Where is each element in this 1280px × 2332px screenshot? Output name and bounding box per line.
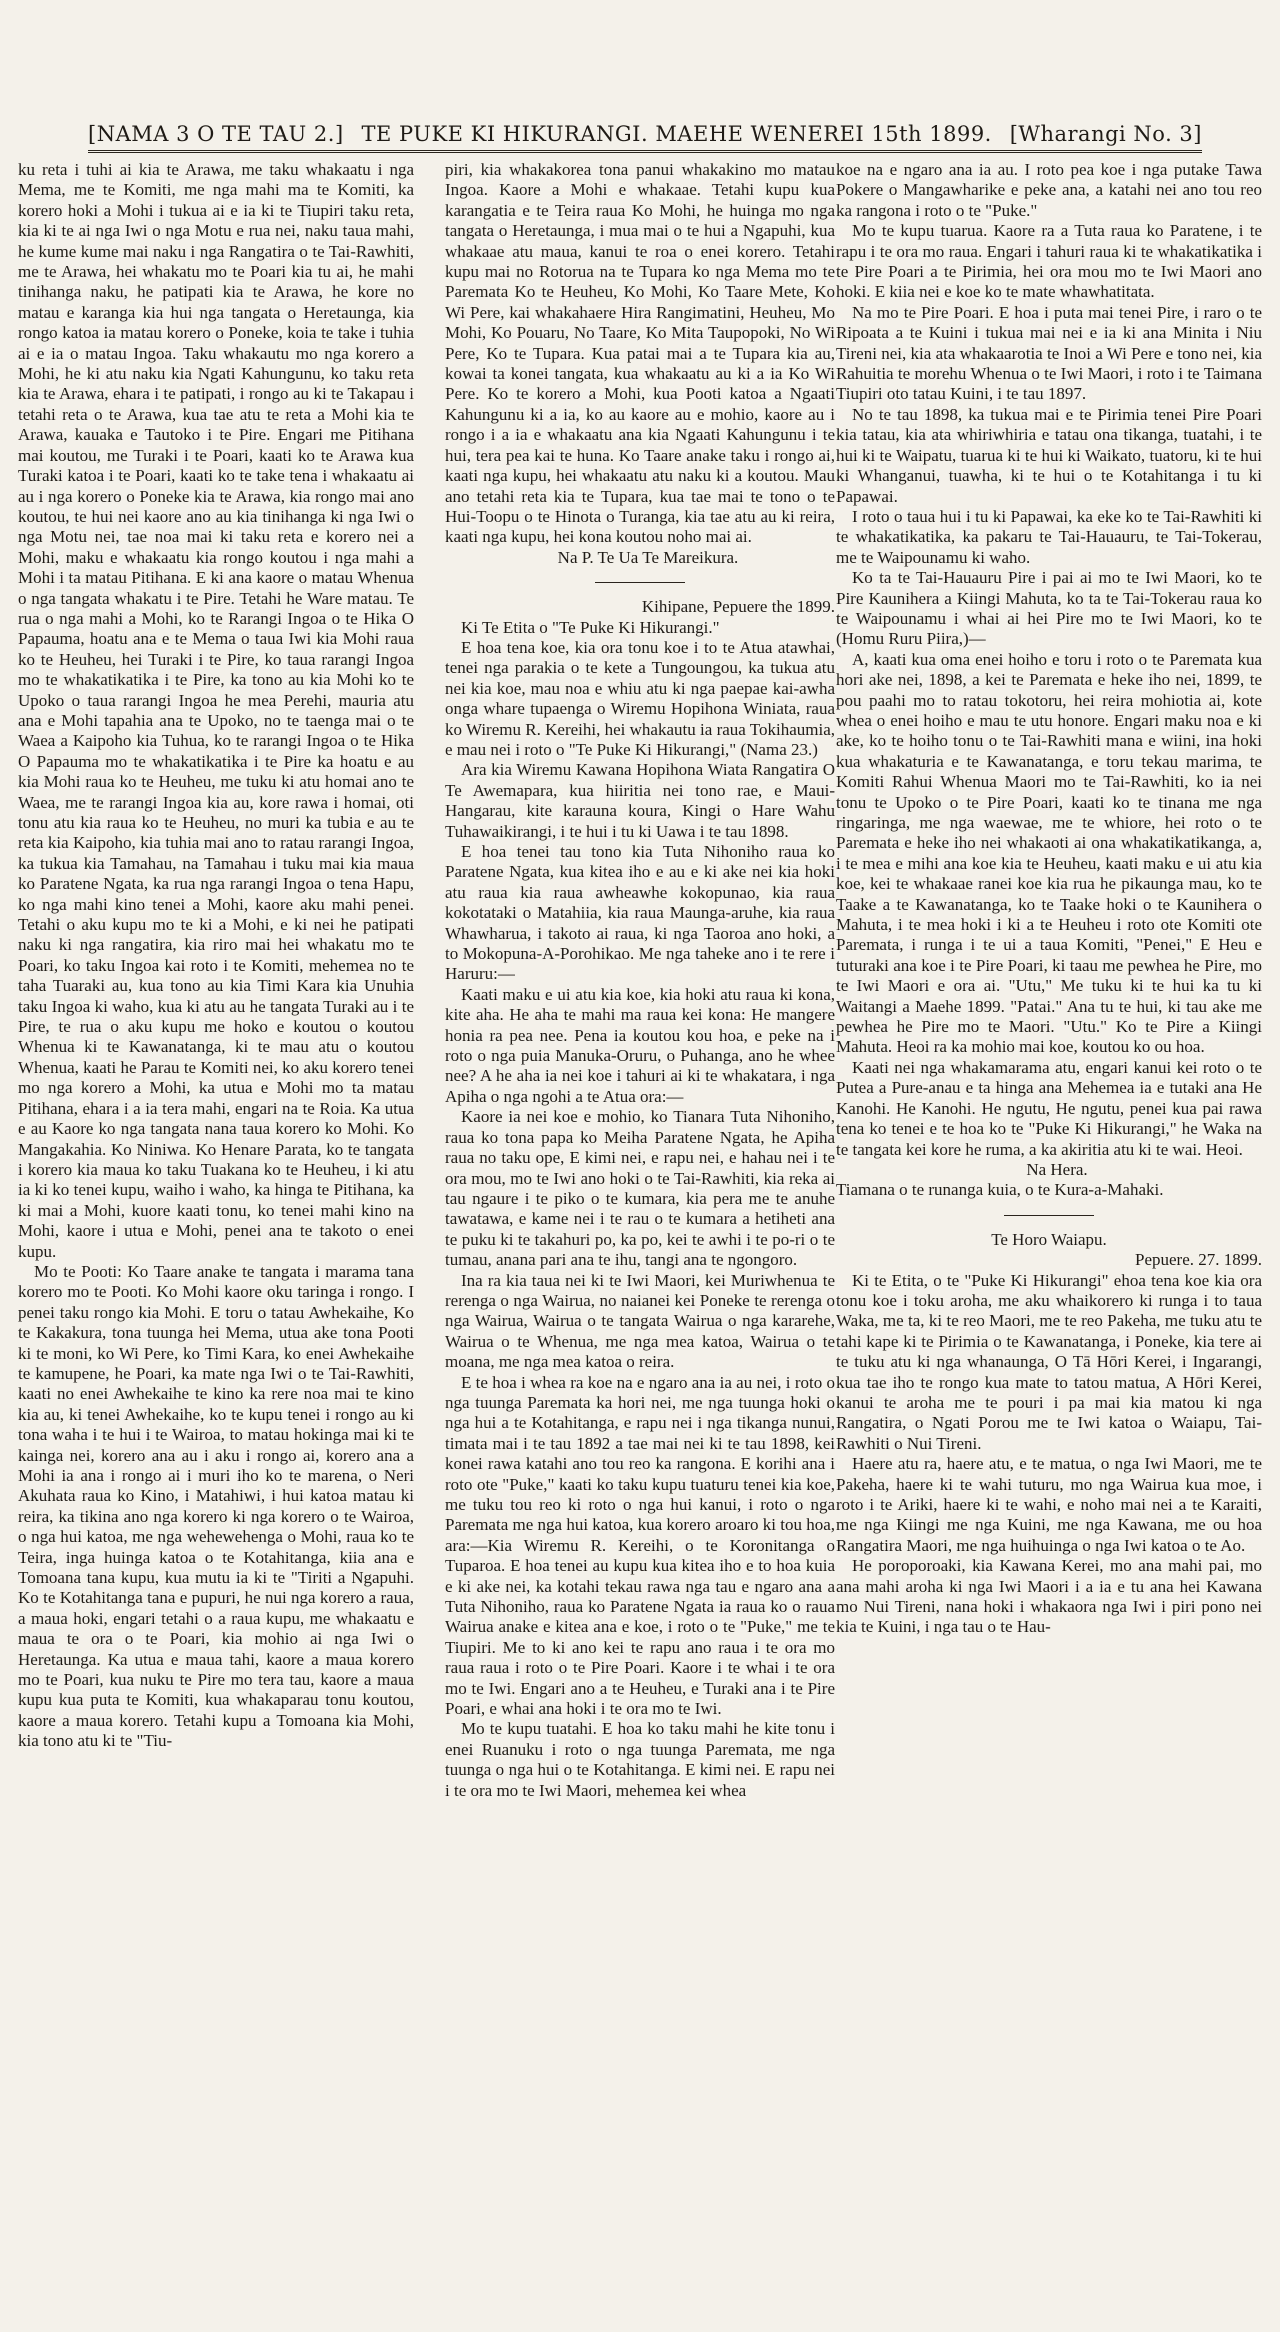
article-paragraph: Mo te kupu tuatahi. E hoa ko taku mahi he kite tonu i enei Ruanuku i roto o nga tuunga Paremata, me nga tuunga o nga hui o te Kotahitanga. E kimi nei. E rapu nei i te ora mo te Iwi Maori, mehemea kei whea xyxy=(445,1719,835,1800)
article-signature: Na Hera. xyxy=(1026,1159,1088,1179)
letter-date: Pepuere. 27. 1899. xyxy=(1134,1250,1262,1270)
page-header xyxy=(88,112,1202,146)
column-1 xyxy=(18,160,414,2310)
article-paragraph: A, kaati kua oma enei hoiho e toru i roto o te Paremata kua hori ake nei, 1898, a kei te Paremata e heke iho nei, 1899, te pou paahi mo to ratau tokotoru, hei reira mohiotia ai, kote whea o enei hoiho e mau te utu honore. Engari maku noa e ki ake, ko te hoiho tonu o te Tai-Rawhiti mana e wiini, ina hoki kua whakaturia e te Kawanatanga, e toru tekau marima, te Komiti Rahui Whenua Maori mo te Tai-Rawhiti, ko ia nei tonu te Upoko o te Pire Poari, kaati ko te tinana me nga ringaringa, me nga waewae, me te whiore, hei roto o te Paremata e heke iho nei whakaoti ai ona whakatikatikanga, a, i te mea e mihi ana koe kia te Heuheu, kaati maku e ui atu kia koe, kei te whakaae ranei koe kia rua he pikaunga mau, ko te Taake a te Kawanatanga, ko te Taake hoki o te Kaunihera o Mahuta, i te mea hoki i ki a te Heuheu i roto ote Komiti ote Paremata, i runga i te ui a taua Komiti, "Penei," E Heu e tuturaki ana koe i te Pire Poari, ki taau me pewhea he Pire, mo te Iwi Maori e ora ai. "Utu," Me tuku ki te hui ka tu ki Waitangi a Maehe 1899. "Patai." Ana tu te hui, ki tau ake me pewhea he Pire mo te Maori. "Utu." Ko te Pire a Kiingi Mahuta. Heoi ra ka mohio mai koe, koutou ko ou hoa. xyxy=(836,649,1262,1057)
column-2 xyxy=(445,160,835,2310)
article-paragraph: Ki te Etita, o te "Puke Ki Hikurangi" ehoa tena koe kia ora tonu koe i toku aroha, me aku whaikorero ki runga i to taua Waka, me ta, ki te reo Maori, me te reo Pakeha, me tuku atu te tahi kape ki te Pirimia o te Kawanatanga, i Poneke, kia tere ai te tuku atu ki nga whanaunga, O Tā Hōri Kerei, i Ingarangi, kua tae iho te rongo kua mate to tatou matua, A Hōri Kerei, kanui te aroha me te pouri i pa mai kia matou ki nga Rangatira, o Ngati Porou me te Iwi katoa o Waiapu, Tai-Rawhiti o Nui Tireni. xyxy=(836,1270,1262,1453)
article-paragraph: Ina ra kia taua nei ki te Iwi Maori, kei Muriwhenua te rerenga o nga Wairua, no naianei kei Poneke te rerenga o nga Wairua, Wairua o te tangata Wairua o nga kararehe, Wairua o te Whenua, me nga mea katoa, Wairua o te moana, me nga mea katoa o reira. xyxy=(445,1270,835,1372)
article-paragraph: ku reta i tuhi ai kia te Arawa, me taku whakaatu i nga Mema, me te Komiti, me nga mahi ma te Komiti, ka korero hoki a Mohi i tukua ai e ia ki te Tiupiri taku reta, kia ki te ai nga Iwi o nga Motu e rua nei, naku taua mahi, he kume kume mai naku i nga Rangatira o te Tai-Rawhiti, me te Arawa, hei whakatu mo te Poari kia tu ai, he mahi tinihanga naku, he patipati kia te Arawa, he kore no matau e karanga kia hui nga tangata o Heretaunga, kia rongo katoa ia matau korero o Poneke, koia te take i tuhia ai e ia o matau Ingoa. Taku whakautu mo nga korero a Mohi, he ki atu naku kia Ngati Kahungunu, ko taku reta kia te Arawa, ehara i te patipati, i rongo au ki te Takapau i tetahi reta o te Arawa, kua tae atu te reta a Mohi kia te Arawa, kauaka e Tautoko i te Pire. Engari me Pitihana mai koutou, me Turaki i te Poari, kaati ko te Arawa kua Turaki katoa i te Poari, kaati ko te take tena i whakaatu ai au i nga korero o Poneke kia te Arawa, kia rongo mai ano koutou, te hui nei kaore ano au kia tinihanga ki nga Iwi o nga Motu nei, tae noa mai ki taku reta e korero nei a Mohi, maku e whakaatu kia rongo koutou i nga mahi a Mohi i ta matau Pitihana. E ki ana kaore o matau Whenua o nga tangata whakatu i te Pire. Tetahi he Ware matau. Te rua o nga mahi a Mohi, ko te Rarangi Ingoa o te Hika O Papauma, hoatu ana e te Mema o taua Iwi kia Mohi raua ko te Heuheu, hei Turaki i te Pire, ko taua rarangi Ingoa mo te whakatikatika i te Pire, ka tono au kia Mohi ko te Upoko o taua rarangi Ingoa he mea Perehi, mauria atu ana e Mohi tapahia ana te Upoko, no te taenga mai o te Waea a Kaipoho kia Tuhua, ko te rarangi Ingoa o te Hika O Papauma mo te whakatikatika i te Pire ka hoatu e au kia Mohi raua ko te Heuheu, me tuku ki atu homai ano te Waea, me te rarangi Ingoa kia au, kore rawa i homai, oti tonu atu kia raua ko te Heuheu, no muri ka tubia e au te reta kia Kaipoho, kia tuhia mai ano to ratau rarangi Ingoa, ka tukua kia Tamahau, na Tamahau i tuku mai kia maua ko Paratene Ngata, ka rua nga rarangi Ingoa o tena Hapu, ko nga mahi kino tenei a Mohi, kaore aku mahi penei. Tetahi o aku kupu mo te ki a Mohi, e ki nei he patipati naku ki nga rangatira, kia riro mai hei whakatu mo te Poari, ko taku Ingoa kai roto i te Komiti, mehemea no te taha Tuaraki au, kua tono au kia Timi Kara kia Unuhia taku Ingoa ki waho, kua ki atu au he tangata Turaki au i te Pire, te rua o aku kupu me hoko e koutou o koutou Whenua ki te Kawanatanga, ki te mau atu o koutou Whenua, kaati he Parau te Komiti nei, ko aku korero tenei mo nga korero a Mohi, ka utua e Mohi mo ta matau Pitihana, ehara i a ia tera mahi, engari na te Roia. Ka utua e au Kaore ko nga tangata nana taua korero ko Mohi. Ko Mangakahia. Ko Niniwa. Ko Henare Parata, ko te tangata i korero kia maua ko taku Tuakana ko te Heuheu, i ki atu ia ki ko tenei kupu, waiho i waho, ka hinga te Pitihana, ka ki mai a Mohi, kuore kaati tonu, ko tenei mahi kino na Mohi, kaore i utua e Mohi, penei ana te takoto o enei kupu. xyxy=(18,160,414,1261)
article-paragraph: Ko ta te Tai-Hauauru Pire i pai ai mo te Iwi Maori, ko te Pire Kaunihera a Kiingi Mahuta, ko ta te Tai-Tokerau raua ko te Waipounamu i whai ai hei Pire mo te Iwi Maori, ko te (Homu Ruru Piira,)— xyxy=(836,568,1262,649)
article-paragraph: koe na e ngaro ana ia au. I roto pea koe i nga putake Tawa Pokere o Mangawharike e peke ana, a katahi nei ano tou reo ka rangona i roto o te "Puke." xyxy=(836,160,1262,220)
article-signature: Na P. Te Ua Te Mareikura. xyxy=(557,547,739,567)
article-paragraph: Haere atu ra, haere atu, e te matua, o nga Iwi Maori, me te Pakeha, haere ki te wahi tuturu, mo nga Wairua kua moe, i roto i te Ariki, haere ki te wahi, e noho mai nei a te Karaiti, me nga Kiingi me nga Kuini, me nga Kawana, me ou hoa Rangatira Maori, me nga huihuinga o nga Iwi katoa o te Ao. xyxy=(836,1454,1262,1555)
article-paragraph: E te hoa i whea ra koe na e ngaro ana ia au nei, i roto o nga tuunga Paremata ka hori nei, me nga tuunga hoki o nga hui a te Kotahitanga, e rapu nei i nga tikanga nunui, timata mai i te tau 1892 a tae mai nei ki te tau 1898, kei konei rawa katahi ano tou reo ka rangona. E korihi ana i roto ote "Puke," kaati ko taku kupu tuaturu tenei kia koe, me tuku tou reo ki roto o nga hui kanui, i roto o nga Paremata me nga hui katoa, kua korero aroaro ki tou hoa, ara:—Kia Wiremu R. Kereihi, o te Koronitanga o Tuparoa. E hoa tenei au kupu kua kitea iho e to hoa kuia e ki ake nei, ka kotahi tekau rawa nga tau e ngaro ana a Tuta Nihoniho, raua ko Paratene Ngata ia raua ko o raua Wairua anake e kitea ana e koe, i roto o te "Puke," me te Tiupiri. Me to ki ano kei te rapu ano raua i te ora mo raua raua i roto o te Pire Poari. Kaore i te whai i te ora mo te Iwi. Engari ano a te Heuheu, e Turaki ana i te Pire Poari, e whai ana hoki i te ora mo te Iwi. xyxy=(445,1372,835,1719)
article-paragraph: Kaati nei nga whakamarama atu, engari kanui kei roto o te Putea a Pure-anau e ta hinga ana Mehemea ia e tutaki ana He Kanohi. He Kanohi. He ngutu, He ngutu, penei kua pai rawa tena ko tenei e te hoa ko te "Puke Ki Hikurangi," he Waka na te tangata kei kore he ruma, a ka akiritia atu ki te wai. Heoi. xyxy=(836,1057,1262,1159)
article-paragraph: Mo te Pooti: Ko Taare anake te tangata i marama tana korero mo te Pooti. Ko Mohi kaore oku taringa i rongo. I penei taku rongo kia Mohi. E toru o tatau Awhekaihe, Ko te Kakakura, tona tuunga hei Mema, utua ake tona Pooti ki te moni, ko Wi Pere, ko Timi Kara, ko enei Awhekaihe te kamupene, he Poari, ka mate nga Iwi o te Tai-Rawhiti, kaati no enei Awhekaihe te kino ka rere noa mai te kino kia au, ki tenei Awhekaihe, ko te kupu tenei i rongo au ki tona waha i te hui i te Wairoa, to matau hokinga mai ki te kainga nei, korero ana au i aku i rongo ai, korero ana a Mohi ia ana i rongo ai i muri iho ko te marena, o Neri Akuhata raua ko Kino, i Matahiwi, i hui katoa matau ki reira, ka tikina ano nga korero ki nga korero o te Wairoa, o nga hui katoa, me nga wehewehenga o Mohi, raua ko te Teira, inga huinga katoa o te Kotahitanga, kiia ana e Tomoana tana kupu, kua mutu ia ki te "Tiriti a Ngapuhi. Ko te Kotahitanga tana e pupuri, he nui nga korero a raua, a maua hoki, engari tetahi o a raua kupu, me whakaatu e maua te ora o te Poari, kia mohio ai nga Iwi o Heretaunga. Ka utua e maua tahi, kaore a maua korero mo te Poari, kua nuku te Pire mo tera tau, kaore a maua kupu kua puta te Komiti, kua whakaparau tonu koutou, kaore a maua korero. Tetahi kupu a Tomoana kia Mohi, kia tono atu ki te "Tiu- xyxy=(18,1261,414,1751)
article-paragraph: Kaati maku e ui atu kia koe, kia hoki atu raua ki kona, kite aha. He aha te mahi ma raua kei kona: He mangere honia ra pea nee. Pena ia koutou kou hoa, e peke na i roto o nga puia Manuka-Oruru, o Puhanga, ano he whee nee? A he aha ia nei koe i tahuri ai ki te whakatara, i nga Apiha o nga ngohi a te Atua ora:— xyxy=(445,984,835,1106)
article-paragraph: Mo te kupu tuarua. Kaore ra a Tuta raua ko Paratene, i te rapu i te ora mo raua. Engari i tahuri raua ki te whakatikatika i te Pire Poari a te Pirimia, hei ora mou mo te Iwi Maori ano hoki. E kiia nei e koe ko te mate whawhatitata. xyxy=(836,221,1262,302)
page-number: [Wharangi No. 3] xyxy=(1009,122,1202,146)
article-heading: Te Horo Waiapu. xyxy=(991,1229,1107,1249)
issue-number: [NAMA 3 O TE TAU 2.] xyxy=(88,122,344,146)
article-paragraph: Tiamana o te runanga kuia, o te Kura-a-Mahaki. xyxy=(836,1180,1164,1200)
article-paragraph: Ara kia Wiremu Kawana Hopihona Wiata Rangatira O Te Awemapara, kua hiiritia nei tono rae, e Maui-Hangarau, kite karauna koura, Kingi o Hare Wahu Tuhawaikirangi, i te hui i tu ki Uawa i te tau 1898. xyxy=(445,760,835,841)
article-paragraph: piri, kia whakakorea tona panui whakakino mo matau Ingoa. Kaore a Mohi e whakaae. Tetahi kupu kua karangatia e te Teira raua Ko Mohi, he huinga mo nga tangata o Heretaunga, i mua mai o te hui a Ngapuhi, kua whakaae atu maua, kanui te roa o enei korero. Tetahi kupu mai no Rotorua na te Tupara ko nga Mema mo te Paremata Ko te Heuheu, Ko Mohi, Ko Taare Mete, Ko Wi Pere, kai whakahaere Hira Rangimatini, Heuheu, Mo Mohi, Ko Pouaru, No Taare, Ko Mita Taupopoki, No Wi Pere, Ko te Tupara. Kua patai mai a te Tupara kia au, kowai ta konei tangata, kua whakaatu au ki a ia Ko Wi Pere. Ko te korero a Mohi, kua Pooti katoa a Ngaati Kahungunu ki a ia, ko au kaore au e mohio, kaore au i rongo i a ia e whakaatu ana kia Ngaati Kahungunu i te hui, tera pea kai te huna. Ko Taare anake taku i rongo ai, kaati nga kupu, hei whakaatu atu naku ki a koutou. Mau ano tetahi reta kia te Tupara, kua tae mai te tono o te Hui-Toopu o te Hinota o Turanga, kia tae atu au ki reira, kaati nga kupu, hei kona koutou noho mai ai. xyxy=(445,160,835,547)
article-paragraph: E hoa tenei tau tono kia Tuta Nihoniho raua ko Paratene Ngata, kua kitea iho e au e ki ake nei kia hoki atu raua kia raua awheawhe kokopunao, kia raua kokotataki o Matahiia, kia raua Maunga-aruhe, kia raua Whawharua, i takoto ai raua, ki nga Taoroa ano hoki, a to Mokopuna-A-Porohikao. Me nga taheke ano i te rere i Haruru:— xyxy=(445,842,835,984)
column-3 xyxy=(836,160,1262,2310)
section-divider xyxy=(1004,1215,1094,1216)
article-paragraph: I roto o taua hui i tu ki Papawai, ka eke ko te Tai-Rawhiti ki te whakatikatika, ka pakaru te Tai-Hauauru, te Tai-Tokerau, me te Waipounamu ki waho. xyxy=(836,506,1262,567)
article-paragraph: He poroporoaki, kia Kawana Kerei, mo ana mahi pai, mo ana mahi aroha ki nga Iwi Maori i a ia e tu ana hei Kawana mo Nui Tireni, nana hoki i whakaora nga Iwi i piri pono nei kia te Kuini, i nga tau o te Hau- xyxy=(836,1556,1262,1637)
article-paragraph: Na mo te Pire Poari. E hoa i puta mai tenei Pire, i raro o te Ripoata a te Kuini i tukua mai nei e ia ki ana Minita i Niu Tireni nei, kia ata whakaarotia te Inoi a Wi Pere e tono nei, kia Rahuitia te morehu Whenua o te Iwi Maori, i roto i te Taimana Tiupiri oto tatau Kuini, i te tau 1897. xyxy=(836,302,1262,404)
article-paragraph: E hoa tena koe, kia ora tonu koe i to te Atua atawhai, tenei nga parakia o te kete a Tungoungou, ka tukua atu nei kia koe, mau noa e whiu atu ki nga paepae kai-awha onga whare tupaenga o Wiremu Hopihona Winiata, raua ko Wiremu R. Kereihi, hei whakautu ia raua Tokihaumia, e mau nei i roto o "Te Puke Ki Hikurangi," (Nama 23.) xyxy=(445,637,835,759)
article-paragraph: Kaore ia nei koe e mohio, ko Tianara Tuta Nihoniho, raua ko tona papa ko Meiha Paratene Ngata, he Apiha raua no taku ope, E kimi nei, e rapu nei, e hahau nei i te ora mou, mo te Iwi ano hoki o te Tai-Rawhiti, kia reka ai tau ngaure i te piko o te kumara, kia pera me te anuhe tawatawa, e kame nei i te rau o te kumara a hetiheti ana te puku ki te takahuri po, ka po, kei te awhi i te po-ri o te tumau, anana pari ana te ihu, tangi ana te ngongoro. xyxy=(445,1107,835,1270)
letter-salutation: Ki Te Etita o "Te Puke Ki Hikurangi." xyxy=(461,617,720,637)
masthead-date: TE PUKE KI HIKURANGI. MAEHE WENEREI 15th 1899. xyxy=(361,122,992,146)
section-divider xyxy=(595,582,685,583)
header-rule xyxy=(88,150,1202,153)
letter-place-date: Kihipane, Pepuere the 1899. xyxy=(641,597,835,617)
article-paragraph: No te tau 1898, ka tukua mai e te Pirimia tenei Pire Poari kia tatau, kia ata whiriwhiria e tatau ona tikanga, tuatahi, i te hui ki te Waipatu, tuarua ki te hui ki Waikato, tuatoru, ki te hui ki Whanganui, tuawha, ki te hui o te Kotahitanga i tu ki Papawai. xyxy=(836,404,1262,506)
